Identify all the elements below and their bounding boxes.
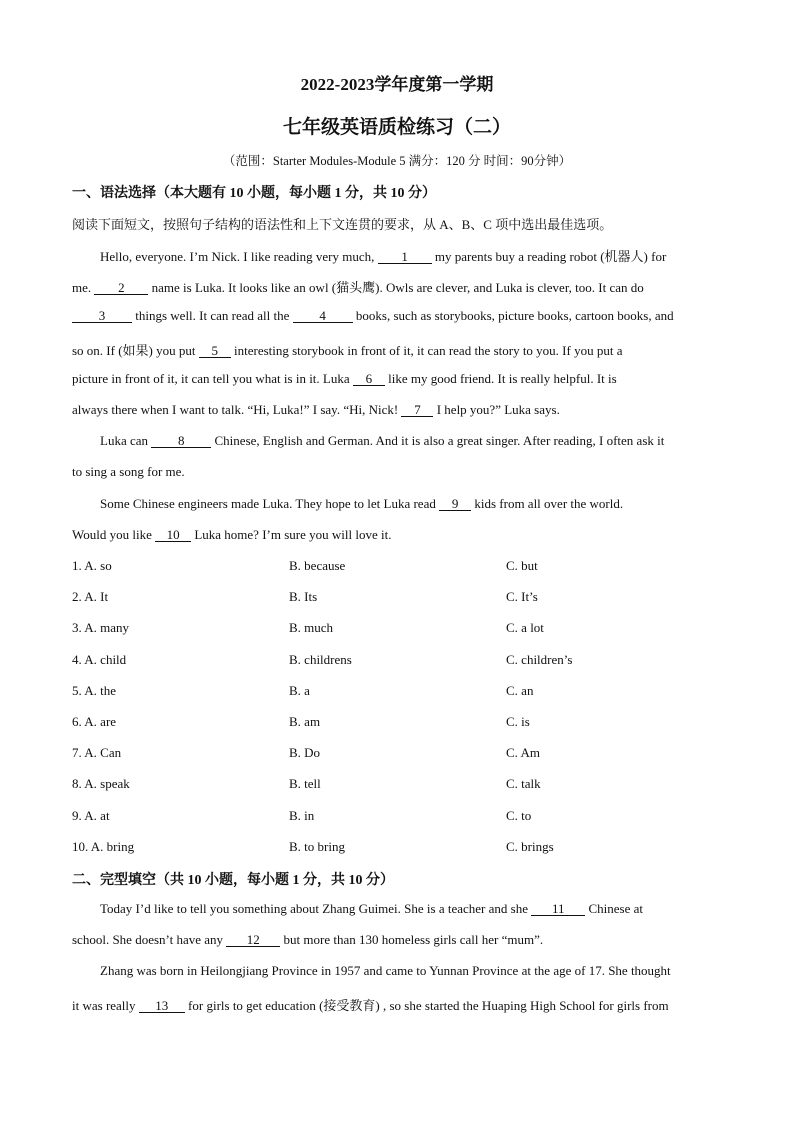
passage-text: Would you like — [72, 527, 156, 542]
passage-text: me. — [72, 280, 95, 295]
option-c[interactable]: C. talk — [506, 776, 541, 791]
passage-text: Today I’d like to tell you something about Zhang Guimei. She is a teacher and she — [100, 901, 532, 916]
option-c[interactable]: C. children’s — [506, 652, 573, 667]
option-c[interactable]: C. but — [506, 558, 538, 573]
blank-8[interactable]: 8 — [151, 434, 211, 448]
passage-line — [100, 496, 750, 512]
option-c[interactable]: C. It’s — [506, 589, 538, 604]
passage-text: but more than 130 homeless girls call her “mum”. — [280, 932, 544, 947]
passage-text: Chinese at — [585, 901, 643, 916]
passage-line: to sing a song for me. — [72, 464, 185, 479]
option-c[interactable]: C. Am — [506, 745, 540, 760]
passage-text: school. She doesn’t have any — [72, 932, 227, 947]
passage-text: Hello, everyone. I’m Nick. I like reading very much, — [100, 249, 378, 264]
passage-line — [72, 277, 722, 296]
blank-3[interactable]: 3 — [72, 309, 132, 323]
option-a[interactable]: 2. A. It — [72, 589, 109, 604]
passage-text: so on. If (如果) you put — [72, 343, 199, 358]
section1-instruction: 阅读下面短文，按照句子结构的语法性和上下文连贯的要求，从 A、B、C 项中选出最佳选项。 — [72, 217, 613, 232]
option-a[interactable]: 8. A. speak — [72, 776, 130, 791]
option-b[interactable]: B. in — [289, 808, 315, 823]
blank-9[interactable]: 9 — [439, 497, 471, 511]
blank-12[interactable]: 12 — [226, 933, 280, 947]
passage-text: books, such as storybooks, picture books, cartoon books, and — [352, 308, 674, 323]
passage-text: always there when I want to talk. “Hi, Luka!” I say. “Hi, Nick! — [72, 402, 402, 417]
option-c[interactable]: C. an — [506, 683, 534, 698]
passage-text: Chinese, English and German. And it is also a great singer. After reading, I often ask it — [211, 433, 665, 448]
passage-line — [72, 308, 722, 324]
year-title: 2022-2023学年度第一学期 — [300, 75, 494, 94]
exam-scope: （范围：Starter Modules-Module 5 满分：120 分 时间：90分钟） — [222, 154, 572, 168]
passage-text: my parents buy a reading robot (机器人) for — [431, 249, 667, 264]
passage-text: picture in front of it, it can tell you what is in it. Luka — [72, 371, 353, 386]
blank-13[interactable]: 13 — [139, 999, 185, 1013]
blank-5[interactable]: 5 — [199, 344, 231, 358]
option-a[interactable]: 10. A. bring — [72, 839, 135, 854]
passage-text: Luka home? I’m sure you will love it. — [191, 527, 392, 542]
blank-2[interactable]: 2 — [94, 281, 148, 295]
passage-text: name is Luka. It looks like an owl (猫头鹰). Owls are clever, and Luka is clever, too. It can do — [148, 280, 644, 295]
passage-text: interesting storybook in front of it, it can read the story to you. If you put a — [230, 343, 623, 358]
passage-text: like my good friend. It is really helpful. It is — [384, 371, 617, 386]
option-a[interactable]: 4. A. child — [72, 652, 127, 667]
section1-heading: 一、语法选择（本大题有 10 小题，每小题 1 分，共 10 分） — [72, 186, 436, 201]
blank-11[interactable]: 11 — [531, 902, 585, 916]
passage-line — [72, 340, 722, 359]
passage-line — [100, 901, 750, 917]
passage-line — [100, 246, 750, 265]
passage-text: Some Chinese engineers made Luka. They hope to let Luka read — [100, 496, 440, 511]
option-b[interactable]: B. to bring — [289, 839, 345, 854]
passage-line — [72, 932, 722, 948]
passage-text: I help you?” Luka says. — [433, 402, 560, 417]
option-b[interactable]: B. tell — [289, 776, 321, 791]
passage-line: Zhang was born in Heilongjiang Province in 1957 and came to Yunnan Province at the age of 17. She thought — [100, 963, 671, 978]
option-c[interactable]: C. a lot — [506, 620, 544, 635]
section2-heading: 二、完型填空（共 10 小题，每小题 1 分，共 10 分） — [72, 873, 394, 888]
option-a[interactable]: 6. A. are — [72, 714, 117, 729]
option-a[interactable]: 3. A. many — [72, 620, 130, 635]
option-b[interactable]: B. am — [289, 714, 321, 729]
passage-text: things well. It can read all the — [132, 308, 293, 323]
blank-10[interactable]: 10 — [155, 528, 191, 542]
passage-line — [100, 433, 750, 449]
option-c[interactable]: C. is — [506, 714, 530, 729]
option-a[interactable]: 5. A. the — [72, 683, 117, 698]
option-c[interactable]: C. brings — [506, 839, 554, 854]
passage-line — [72, 371, 722, 387]
passage-line — [72, 995, 722, 1014]
option-a[interactable]: 1. A. so — [72, 558, 112, 573]
option-b[interactable]: B. a — [289, 683, 310, 698]
passage-text: Luka can — [100, 433, 152, 448]
option-c[interactable]: C. to — [506, 808, 532, 823]
option-a[interactable]: 7. A. Can — [72, 745, 122, 760]
passage-text: kids from all over the world. — [471, 496, 624, 511]
passage-line — [72, 402, 722, 418]
option-a[interactable]: 9. A. at — [72, 808, 110, 823]
option-b[interactable]: B. Its — [289, 589, 318, 604]
exam-title: 七年级英语质检练习（二） — [282, 117, 511, 138]
option-b[interactable]: B. childrens — [289, 652, 352, 667]
passage-text: it was really — [72, 998, 139, 1013]
passage-text: for girls to get education (接受教育) , so she started the Huaping High School for girls from — [184, 998, 669, 1013]
option-b[interactable]: B. Do — [289, 745, 321, 760]
passage-line — [72, 527, 722, 543]
blank-4[interactable]: 4 — [293, 309, 353, 323]
blank-7[interactable]: 7 — [401, 403, 433, 417]
option-b[interactable]: B. much — [289, 620, 334, 635]
blank-1[interactable]: 1 — [378, 250, 432, 264]
option-b[interactable]: B. because — [289, 558, 346, 573]
blank-6[interactable]: 6 — [353, 372, 385, 386]
